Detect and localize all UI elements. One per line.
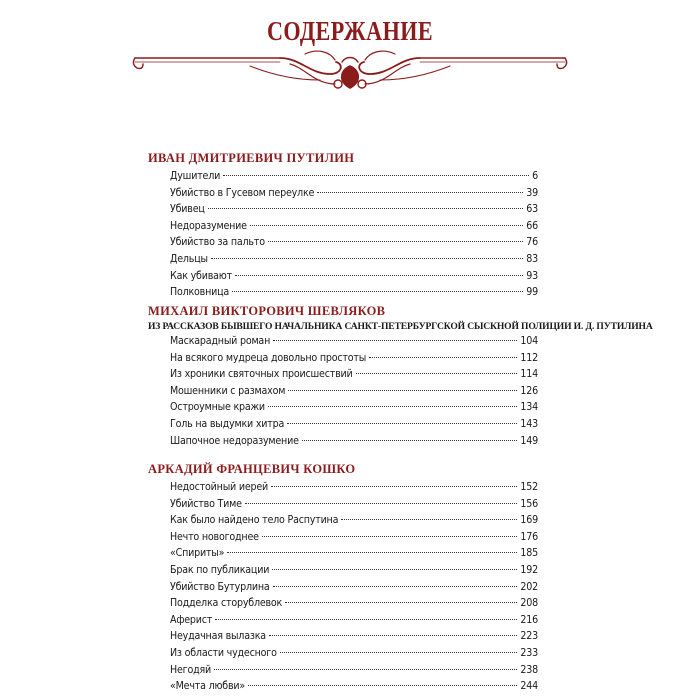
dot-leader xyxy=(250,225,523,226)
toc-entry xyxy=(148,203,538,220)
section-title: ИВАН ДМИТРИЕВИЧ ПУТИЛИН xyxy=(148,151,355,165)
entry-page: 233 xyxy=(520,646,538,659)
dot-leader xyxy=(317,192,523,193)
entry-title: Голь на выдумки хитра xyxy=(170,417,285,430)
entry-title: Нечто новогоднее xyxy=(170,530,259,543)
entry-title: Как убивают xyxy=(170,269,232,282)
entry-title: Недоразумение xyxy=(170,219,247,232)
toc-entry xyxy=(148,614,538,631)
entry-list xyxy=(148,335,538,451)
entry-page: 143 xyxy=(520,417,538,430)
entry-title: Убийство в Гусевом переулке xyxy=(170,186,315,199)
dot-leader xyxy=(272,569,517,570)
toc-entry xyxy=(148,498,538,515)
dot-leader xyxy=(235,275,523,276)
dot-leader xyxy=(262,536,518,537)
entry-title: Маскарадный роман xyxy=(170,335,271,347)
toc-entry xyxy=(148,597,538,614)
entry-page: 244 xyxy=(520,680,538,693)
entry-title: Полковница xyxy=(170,286,230,299)
dot-leader xyxy=(245,503,518,504)
dot-leader xyxy=(268,406,518,407)
entry-title: Убийство за пальто xyxy=(170,236,265,249)
entry-title: Неудачная вылазка xyxy=(170,630,266,643)
toc-entry xyxy=(148,481,538,498)
toc-entry xyxy=(148,352,538,369)
entry-title: Убийство Бутурлина xyxy=(170,580,270,593)
toc-section-putilin xyxy=(148,151,538,303)
entry-page: 208 xyxy=(520,597,538,610)
entry-title: Аферист xyxy=(170,613,213,626)
entry-page: 223 xyxy=(520,630,538,643)
toc-entry xyxy=(148,253,538,270)
entry-page: 185 xyxy=(520,547,538,560)
entry-title: «Спириты» xyxy=(170,547,225,560)
entry-title: Недостойный иерей xyxy=(170,481,269,493)
dot-leader xyxy=(287,423,517,424)
toc-entry xyxy=(148,170,538,187)
entry-page: 216 xyxy=(520,613,538,626)
entry-page: 63 xyxy=(526,203,538,216)
entry-title: Как было найдено тело Распутина xyxy=(170,514,339,527)
entry-page: 114 xyxy=(520,368,538,381)
entry-page: 176 xyxy=(520,530,538,543)
dot-leader xyxy=(285,602,517,603)
dot-leader xyxy=(288,390,517,391)
dot-leader xyxy=(223,175,529,176)
entry-page: 6 xyxy=(532,170,538,182)
toc-entry xyxy=(148,187,538,204)
dot-leader xyxy=(369,357,517,358)
entry-title: Из области чудесного xyxy=(170,646,277,659)
dot-leader xyxy=(215,619,517,620)
toc-entry xyxy=(148,418,538,435)
dot-leader xyxy=(269,635,517,636)
toc-entry xyxy=(148,270,538,287)
toc-entry xyxy=(148,385,538,402)
entry-list xyxy=(148,170,538,303)
entry-page: 192 xyxy=(520,563,538,576)
dot-leader xyxy=(273,586,518,587)
entry-title: Подделка сторублевок xyxy=(170,597,283,610)
ornament-flourish-icon xyxy=(130,44,570,94)
entry-page: 76 xyxy=(526,236,538,249)
entry-title: «Мечта любви» xyxy=(170,680,246,693)
toc-section-koshko xyxy=(148,462,538,697)
toc-entry xyxy=(148,368,538,385)
toc-entry xyxy=(148,664,538,681)
entry-title: Негодяй xyxy=(170,663,211,676)
entry-page: 156 xyxy=(520,497,538,510)
toc-entry xyxy=(148,335,538,352)
toc-entry xyxy=(148,680,538,697)
dot-leader xyxy=(227,552,517,553)
entry-page: 83 xyxy=(526,252,538,265)
entry-title: Мошенники с размахом xyxy=(170,384,286,397)
dot-leader xyxy=(214,669,517,670)
entry-page: 202 xyxy=(520,580,538,593)
toc-entry xyxy=(148,435,538,452)
entry-title: Душители xyxy=(170,170,221,182)
entry-page: 66 xyxy=(526,219,538,232)
entry-page: 152 xyxy=(520,481,538,493)
toc-entry xyxy=(148,514,538,531)
toc-entry xyxy=(148,547,538,564)
toc-section-shevlyakov xyxy=(148,304,653,451)
dot-leader xyxy=(208,208,524,209)
toc-entry xyxy=(148,630,538,647)
entry-page: 126 xyxy=(520,384,538,397)
toc-entry xyxy=(148,564,538,581)
section-title: МИХАИЛ ВИКТОРОВИЧ ШЕВЛЯКОВ xyxy=(148,304,386,318)
dot-leader xyxy=(356,373,518,374)
entry-title: Убийство Тиме xyxy=(170,497,242,510)
section-subtitle: ИЗ РАССКАЗОВ БЫВШЕГО НАЧАЛЬНИКА САНКТ-ПЕТЕРБУРГСКОЙ СЫСКНОЙ ПОЛИЦИИ И. Д. ПУТИЛИНА xyxy=(148,321,653,332)
entry-page: 149 xyxy=(520,434,538,447)
dot-leader xyxy=(280,652,518,653)
entry-title: Брак по публикации xyxy=(170,563,270,576)
dot-leader xyxy=(302,440,518,441)
entry-page: 99 xyxy=(526,286,538,299)
page-title: СОДЕРЖАНИЕ xyxy=(266,16,434,46)
entry-page: 112 xyxy=(520,351,538,364)
dot-leader xyxy=(341,519,517,520)
dot-leader xyxy=(232,291,523,292)
entry-page: 134 xyxy=(520,401,538,414)
toc-entry xyxy=(148,531,538,548)
dot-leader xyxy=(271,486,517,487)
entry-page: 169 xyxy=(520,514,538,527)
entry-title: Остроумные кражи xyxy=(170,401,265,414)
entry-title: Из хроники святочных происшествий xyxy=(170,368,353,381)
toc-entry xyxy=(148,581,538,598)
section-title: АРКАДИЙ ФРАНЦЕВИЧ КОШКО xyxy=(148,462,356,476)
entry-title: Дельцы xyxy=(170,252,208,265)
entry-page: 104 xyxy=(520,335,538,347)
entry-page: 93 xyxy=(526,269,538,282)
dot-leader xyxy=(211,258,523,259)
dot-leader xyxy=(268,241,523,242)
entry-title: Шапочное недоразумение xyxy=(170,434,299,447)
dot-leader xyxy=(273,340,517,341)
entry-list xyxy=(148,481,538,697)
toc-entry xyxy=(148,286,538,303)
entry-title: Убивец xyxy=(170,203,205,216)
toc-entry xyxy=(148,220,538,237)
entry-title: На всякого мудреца довольно простоты xyxy=(170,351,367,364)
entry-page: 39 xyxy=(526,186,538,199)
dot-leader xyxy=(248,685,517,686)
entry-page: 238 xyxy=(520,663,538,676)
toc-entry xyxy=(148,401,538,418)
toc-entry xyxy=(148,647,538,664)
toc-entry xyxy=(148,236,538,253)
